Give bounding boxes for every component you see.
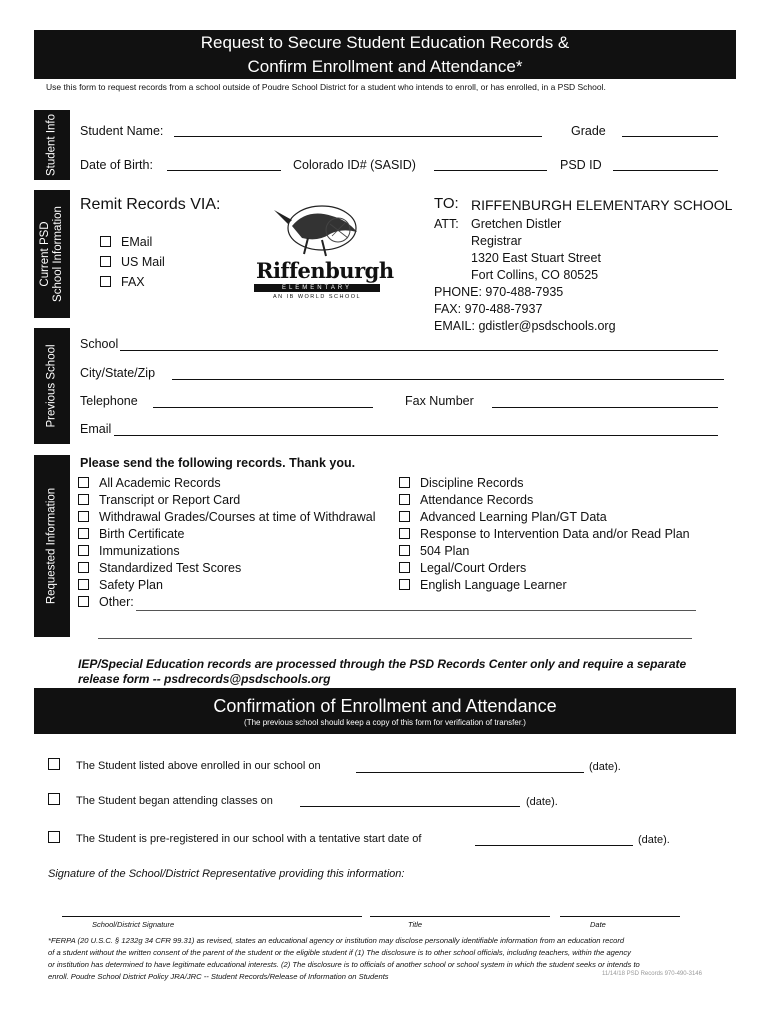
title-caption: Title bbox=[408, 920, 423, 929]
checkbox[interactable] bbox=[78, 579, 89, 590]
signature-prompt: Signature of the School/District Representative providing this information: bbox=[48, 868, 405, 880]
record-option[interactable]: Standardized Test Scores bbox=[78, 560, 375, 577]
form-code: 11/14/18 PSD Records 970-490-3146 bbox=[602, 971, 702, 977]
checkbox[interactable] bbox=[78, 596, 89, 607]
prev-city-label: City/State/Zip bbox=[80, 366, 156, 380]
checkbox[interactable] bbox=[100, 256, 111, 267]
signature-field[interactable] bbox=[62, 916, 362, 917]
record-option[interactable]: English Language Learner bbox=[399, 577, 690, 594]
records-list-left bbox=[78, 475, 375, 611]
form-title-line2: Confirm Enrollment and Attendance* bbox=[247, 57, 523, 76]
school-fax: FAX: 970-488-7937 bbox=[434, 302, 543, 316]
preregistered-date-field[interactable] bbox=[475, 845, 633, 846]
record-option[interactable]: 504 Plan bbox=[399, 543, 690, 560]
confirmation-subtitle: (The previous school should keep a copy of this form for verification of transfer.) bbox=[244, 718, 526, 727]
previous-school-tab bbox=[34, 328, 70, 444]
other-field-line2[interactable] bbox=[98, 638, 692, 639]
checkbox[interactable] bbox=[78, 477, 89, 488]
prev-city-field[interactable] bbox=[172, 379, 724, 380]
remit-label: Remit Records VIA: bbox=[80, 196, 221, 213]
to-label: TO: bbox=[434, 195, 459, 212]
prev-school-label: School bbox=[80, 337, 119, 351]
student-name-field[interactable] bbox=[174, 136, 542, 137]
checkbox[interactable] bbox=[399, 562, 410, 573]
school-email: EMAIL: gdistler@psdschools.org bbox=[434, 319, 616, 333]
record-option[interactable]: Advanced Learning Plan/GT Data bbox=[399, 509, 690, 526]
att-label: ATT: bbox=[434, 217, 459, 231]
confirm-preregistered-text: The Student is pre-registered in our school with a tentative start date of bbox=[76, 833, 422, 845]
record-option[interactable]: Safety Plan bbox=[78, 577, 375, 594]
confirm-preregistered-row bbox=[48, 833, 421, 845]
date-suffix: (date). bbox=[589, 761, 621, 773]
checkbox[interactable] bbox=[399, 528, 410, 539]
checkbox[interactable] bbox=[100, 276, 111, 287]
checkbox[interactable] bbox=[399, 477, 410, 488]
signature-caption: School/District Signature bbox=[92, 920, 175, 929]
title-field[interactable] bbox=[370, 916, 550, 917]
checkbox[interactable] bbox=[399, 494, 410, 505]
grade-field[interactable] bbox=[622, 136, 718, 137]
checkbox[interactable] bbox=[399, 545, 410, 556]
sasid-label: Colorado ID# (SASID) bbox=[293, 158, 416, 172]
remit-option-us-mail[interactable]: US Mail bbox=[100, 252, 165, 272]
checkbox[interactable] bbox=[78, 545, 89, 556]
enrolled-date-field[interactable] bbox=[356, 772, 584, 773]
remit-option-email[interactable]: EMail bbox=[100, 232, 165, 252]
record-option[interactable]: Birth Certificate bbox=[78, 526, 375, 543]
att-name: Gretchen Distler bbox=[471, 217, 562, 231]
confirm-attending-checkbox[interactable] bbox=[48, 793, 60, 805]
prev-email-label: Email bbox=[80, 422, 112, 436]
school-phone: PHONE: 970-488-7935 bbox=[434, 285, 564, 299]
remit-options bbox=[100, 232, 165, 292]
address-line1: 1320 East Stuart Street bbox=[471, 251, 601, 265]
confirm-attending-row bbox=[48, 795, 273, 807]
attending-date-field[interactable] bbox=[300, 806, 520, 807]
date-suffix: (date). bbox=[638, 834, 670, 846]
other-field-line1[interactable] bbox=[136, 610, 696, 611]
prev-phone-label: Telephone bbox=[80, 394, 138, 408]
prev-fax-field[interactable] bbox=[492, 407, 718, 408]
previous-school-tab-label: Previous School bbox=[45, 344, 58, 428]
record-option[interactable]: Legal/Court Orders bbox=[399, 560, 690, 577]
dob-label: Date of Birth: bbox=[80, 158, 153, 172]
record-option[interactable]: Withdrawal Grades/Courses at time of Withdrawal bbox=[78, 509, 375, 526]
form-title-banner bbox=[34, 30, 736, 79]
confirm-enrolled-checkbox[interactable] bbox=[48, 758, 60, 770]
school-name: RIFFENBURGH ELEMENTARY SCHOOL bbox=[471, 197, 733, 213]
logo-tagline: AN IB WORLD SCHOOL bbox=[272, 294, 362, 300]
current-school-tab bbox=[34, 190, 70, 318]
record-option[interactable]: Discipline Records bbox=[399, 475, 690, 492]
record-option[interactable]: Response to Intervention Data and/or Read Plan bbox=[399, 526, 690, 543]
date-suffix: (date). bbox=[526, 796, 558, 808]
confirm-enrolled-text: The Student listed above enrolled in our school on bbox=[76, 760, 321, 772]
form-title-line1: Request to Secure Student Education Records & bbox=[200, 33, 570, 52]
confirmation-title: Confirmation of Enrollment and Attendance bbox=[213, 696, 557, 716]
checkbox[interactable] bbox=[78, 562, 89, 573]
att-title: Registrar bbox=[471, 234, 522, 248]
ferpa-notice: *FERPA (20 U.S.C. § 1232g 34 CFR 99.31) as revised, states an educational agency or institution may disclose personally identifiable information from an education record of a student without the written consent of the parent of the student or the eligible student if (1) The disclosure is to other school officials, including teachers, within the agency or institution has determined to have legitimate educational interests. (2) The disclosure is to officials of another school or school system in which the student seeks or intends to enroll. Poudre School District Policy JRA/JRC -- Student Records/Release of Information on Students bbox=[48, 936, 640, 981]
prev-fax-label: Fax Number bbox=[405, 394, 474, 408]
psd-id-label: PSD ID bbox=[560, 158, 602, 172]
grade-label: Grade bbox=[571, 124, 606, 138]
confirmation-banner bbox=[34, 688, 736, 734]
checkbox[interactable] bbox=[78, 528, 89, 539]
address-line2: Fort Collins, CO 80525 bbox=[471, 268, 599, 282]
record-option[interactable]: Attendance Records bbox=[399, 492, 690, 509]
intro-text: Use this form to request records from a school outside of Poudre School District for a student who intends to enroll, or has enrolled, in a PSD School. bbox=[46, 82, 606, 92]
confirm-preregistered-checkbox[interactable] bbox=[48, 831, 60, 843]
date-field[interactable] bbox=[560, 916, 680, 917]
record-option[interactable]: All Academic Records bbox=[78, 475, 375, 492]
psd-id-field[interactable] bbox=[613, 170, 718, 171]
record-option[interactable]: Immunizations bbox=[78, 543, 375, 560]
date-caption: Date bbox=[590, 920, 606, 929]
record-option[interactable]: Transcript or Report Card bbox=[78, 492, 375, 509]
prev-school-field[interactable] bbox=[120, 350, 718, 351]
logo-name: Riffenburgh bbox=[256, 258, 394, 283]
riffenburgh-logo bbox=[252, 198, 394, 304]
checkbox[interactable] bbox=[78, 494, 89, 505]
requested-heading: Please send the following records. Thank you. bbox=[80, 456, 356, 470]
confirm-enrolled-row bbox=[48, 760, 321, 772]
record-option-other[interactable]: Other: bbox=[78, 594, 375, 611]
student-info-tab bbox=[34, 110, 70, 180]
iep-note: IEP/Special Education records are processed through the PSD Records Center only and require a separate release form -- psdrecords@psdschools.org bbox=[78, 657, 687, 686]
confirm-attending-text: The Student began attending classes on bbox=[76, 795, 273, 807]
requested-info-tab bbox=[34, 455, 70, 637]
current-school-tab-label: Current PSD School Information bbox=[39, 206, 64, 302]
prev-phone-field[interactable] bbox=[153, 407, 373, 408]
checkbox[interactable] bbox=[399, 579, 410, 590]
student-info-tab-label: Student Info bbox=[45, 113, 58, 177]
requested-info-tab-label: Requested Information bbox=[45, 487, 58, 605]
sasid-field[interactable] bbox=[434, 170, 547, 171]
remit-option-fax[interactable]: FAX bbox=[100, 272, 165, 292]
records-list-right bbox=[399, 475, 690, 594]
checkbox[interactable] bbox=[78, 511, 89, 522]
dob-field[interactable] bbox=[167, 170, 281, 171]
prev-email-field[interactable] bbox=[114, 435, 718, 436]
checkbox[interactable] bbox=[399, 511, 410, 522]
logo-subtitle-bar: ELEMENTARY bbox=[254, 284, 380, 292]
checkbox[interactable] bbox=[100, 236, 111, 247]
student-name-label: Student Name: bbox=[80, 124, 164, 138]
